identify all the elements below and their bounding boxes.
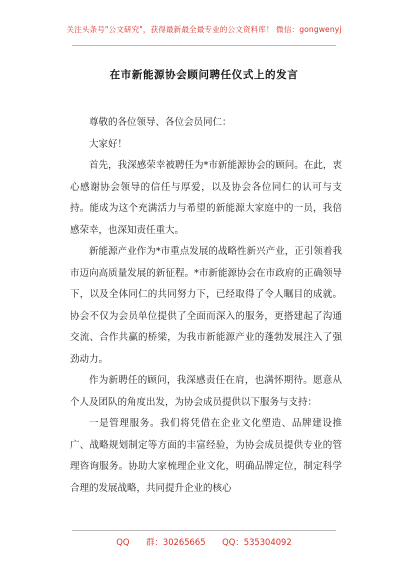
footer-divider bbox=[72, 530, 336, 531]
paragraph-3: 作为新聘任的顾问，我深感责任在肩，也满怀期待。愿意从个人及团队的角度出发，为协会成员提供以下服务与支持： bbox=[70, 375, 342, 408]
header-divider bbox=[72, 45, 336, 46]
document-title: 在市新能源协会顾问聘任仪式上的发言 bbox=[109, 69, 299, 81]
salutation: 尊敬的各位领导、各位会员同仁： bbox=[89, 117, 232, 128]
header-promo-note: 关注头条号"公文研究"，获得最新最全最专业的公文资料库！ 微信：gongwenyj bbox=[66, 25, 342, 34]
document-body bbox=[70, 112, 342, 499]
footer-contact-note: QQ 群：30265665 QQ：535304092 bbox=[116, 537, 292, 547]
greeting: 大家好！ bbox=[89, 138, 128, 150]
paragraph-1: 首先，我深感荣幸被聘任为*市新能源协会的顾问。在此，衷心感谢协会领导的信任与厚爱，以及协会各位同仁的认可与支持。能成为这个充满活力与希望的新能源大家庭中的一员，我倍感荣幸，也深知责任重大。 bbox=[70, 160, 342, 236]
paragraph-2: 新能源产业作为*市重点发展的战略性新兴产业，正引领着我市迈向高质量发展的新征程。*市新能源协会在市政府的正确领导下，以及全体同仁的共同努力下，已经取得了令人瞩目的成就。协会不仅为会员单位提供了全面而深入的服务，更搭建起了沟通交流、合作共赢的桥梁，为我市新能源产业的蓬勃发展注入了强劲动力。 bbox=[70, 246, 342, 365]
paragraph-4: 一是管理服务。我们将凭借在企业文化塑造、品牌建设推广、战略规划制定等方面的丰富经验，为协会成员提供专业的管理咨询服务。协助大家梳理企业文化，明确品牌定位，制定科学合理的发展战略，共同提升企业的核心 bbox=[70, 418, 342, 494]
